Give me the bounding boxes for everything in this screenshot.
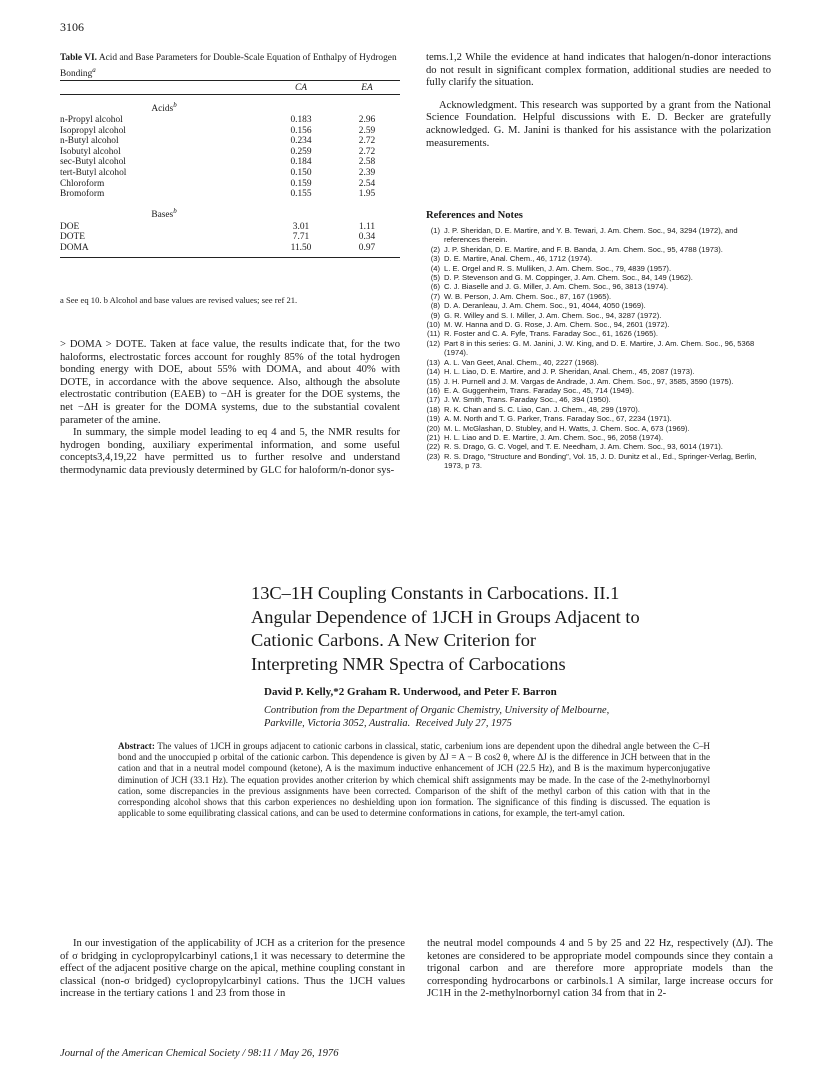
col-header-ca: CA	[295, 83, 307, 93]
reference-item	[426, 264, 771, 273]
acids-rows	[60, 115, 400, 200]
body-right-column	[427, 938, 773, 1001]
abstract-text: The values of 1JCH in groups adjacent to cationic carbons in classical, static, carbenium ions are dependent upon the dihedral angle between the C–H bond and the unoccupied p orbital of the cationic carbon. This dependence is given by ΔJ = A − B cos2 θ, where ΔJ is the difference in JCH between that in the cation and that in a neutral model compound (ketone), A is the maximum inductive enhancement of JCH (22.5 Hz), and B is the maximum hyperconjugative diminution of JCH (33.1 Hz). The equation provides another criterion by which chemical shift assignments may be made. In the case of the 2-methylnorbornyl cation, some discrepancies in the previous assignments have been corrected. Comparison of the shift of the methyl carbon of this cation with that in the corresponding alcohol shows that this carbon experiences no deshielding upon ion formation. The significance of this finding is discussed. The equation is applicable to some equilibrating classical cations, and can be used to determine conformations in cations, for example, the tert-amyl cation.	[118, 741, 710, 819]
reference-number: (21)	[426, 432, 440, 442]
col-header-ea: EA	[361, 83, 373, 93]
reference-number: (20)	[426, 423, 440, 433]
reference-text: Part 8 in this series: G. M. Janini, J. W. King, and D. E. Martire, J. Am. Chem. Soc., 96, 5368 (1974).	[444, 338, 755, 358]
reference-text: G. R. Willey and S. I. Miller, J. Am. Chem. Soc., 94, 3287 (1972).	[444, 310, 662, 320]
reference-text: M. W. Hanna and D. G. Rose, J. Am. Chem. Soc., 94, 2601 (1972).	[444, 320, 670, 330]
reference-item	[426, 377, 771, 386]
table-caption-sup: a	[92, 66, 96, 74]
cell-ea: 2.72	[358, 136, 376, 147]
cell-ea: 2.39	[358, 167, 376, 178]
reference-text: J. H. Purnell and J. M. Vargas de Andrade, J. Am. Chem. Soc., 97, 3585, 3590 (1975).	[444, 376, 734, 386]
body-left-text: In our investigation of the applicability of JCH as a criterion for the presence of σ bridging in cyclopropylcarbinyl cations,1 it was necessary to determine the effect of the adjacent positive charge on the apical, methine coupling constant in classical (non-σ bridged) cyclopropylcarbinyl cations. Thus the 1JCH values increase in the tertiary cations 1 and 23 from those in	[60, 938, 405, 1000]
cell-compound: n-Butyl alcohol	[60, 136, 119, 147]
reference-number: (12)	[426, 338, 440, 348]
article-title	[251, 582, 791, 676]
bases-header-label: Bases	[151, 209, 174, 220]
cell-ea: 2.59	[358, 125, 376, 136]
reference-item	[426, 442, 771, 451]
cell-ea: 2.72	[358, 146, 376, 157]
cell-compound: Bromoform	[60, 189, 105, 200]
reference-text: D. P. Stevenson and G. M. Coppinger, J. Am. Chem. Soc., 84, 149 (1962).	[444, 273, 693, 283]
reference-item	[426, 282, 771, 291]
authors: David P. Kelly,*2 Graham R. Underwood, and Peter F. Barron	[264, 686, 557, 698]
reference-number: (4)	[430, 263, 440, 273]
reference-text: R. S. Drago, G. C. Vogel, and T. E. Needham, J. Am. Chem. Soc., 93, 6014 (1971).	[444, 442, 723, 452]
reference-text: W. B. Person, J. Am. Chem. Soc., 87, 167 (1965).	[444, 291, 612, 301]
affiliation-line-1: Contribution from the Department of Organic Chemistry, University of Melbourne,	[264, 705, 610, 716]
reference-text: R. Foster and C. A. Fyfe, Trans. Faraday Soc., 61, 1626 (1965).	[444, 329, 658, 339]
received-date: Received July 27, 1975	[415, 718, 512, 729]
reference-number: (18)	[426, 404, 440, 414]
cell-ea: 2.54	[358, 178, 376, 189]
cell-ca: 11.50	[290, 242, 312, 253]
reference-item	[426, 424, 771, 433]
table-bottom-rule	[60, 257, 400, 258]
body-left-column	[60, 938, 405, 1001]
reference-number: (13)	[426, 357, 440, 367]
table-row	[60, 243, 400, 254]
reference-item	[426, 386, 771, 395]
reference-number: (17)	[426, 395, 440, 405]
cell-ca: 0.184	[290, 157, 312, 168]
reference-text: L. E. Orgel and R. S. Mulliken, J. Am. Chem. Soc., 79, 4839 (1957).	[444, 263, 672, 273]
journal-footer: Journal of the American Chemical Society / 98:11 / May 26, 1976	[60, 1048, 339, 1059]
cell-compound: Isopropyl alcohol	[60, 125, 126, 136]
title-line-2: Angular Dependence of 1JCH in Groups Adjacent to	[251, 606, 640, 627]
table-caption	[60, 52, 400, 80]
reference-number: (5)	[430, 273, 440, 283]
cell-compound: DOMA	[60, 242, 89, 253]
cell-compound: n-Propyl alcohol	[60, 115, 123, 125]
abstract-label: Abstract:	[118, 741, 155, 751]
acknowledgment-paragraph: Acknowledgment. This research was supported by a grant from the National Science Foundation. Helpful discussions with E. D. Becker are gratefully acknowledged. G. M. Janini is thanked for his assistance with the polarization measurements.	[426, 99, 771, 149]
table-row	[60, 232, 400, 243]
title-line-4: Interpreting NMR Spectra of Carbocations	[251, 653, 566, 674]
cell-ca: 0.155	[290, 189, 312, 200]
table-caption-label: Table VI.	[60, 53, 97, 63]
affiliation	[264, 704, 609, 730]
reference-item	[426, 273, 771, 282]
table-row	[60, 126, 400, 137]
references-list	[426, 226, 771, 471]
references-heading: References and Notes	[426, 210, 523, 221]
reference-number: (2)	[430, 244, 440, 254]
left-paragraph-1: > DOMA > DOTE. Taken at face value, the results indicate that, for the two haloforms, electrostatic forces account for roughly 85% of the total hydrogen bonding energy with DOE, about 55% with DOMA, and about 40% with DOTE, in accordance with the above sequence. Also, although the absolute electrostatic contribution (EAEB) to −ΔH is greater for the DOE systems, the net −ΔH is greater for the DOMA systems, due to the substantial covalent parameter of the amine.	[60, 339, 400, 426]
table-row	[60, 147, 400, 158]
reference-item	[426, 311, 771, 320]
table-row	[60, 179, 400, 190]
cell-compound: DOTE	[60, 232, 85, 243]
table-top-rule	[60, 80, 400, 81]
affiliation-line-2: Parkville, Victoria 3052, Australia.	[264, 718, 411, 729]
reference-text: J. P. Sheridan, D. E. Martire, and F. B. Banda, J. Am. Chem. Soc., 95, 4788 (1973).	[444, 244, 723, 254]
reference-text: R. K. Chan and S. C. Liao, Can. J. Chem., 48, 299 (1970).	[444, 404, 640, 414]
reference-number: (7)	[430, 291, 440, 301]
reference-text: J. P. Sheridan, D. E. Martire, and Y. B. Tewari, J. Am. Chem. Soc., 94, 3294 (1972), and references therein.	[444, 226, 738, 245]
reference-text: C. J. Biaselle and J. G. Miller, J. Am. Chem. Soc., 96, 3813 (1974).	[444, 282, 669, 292]
table-caption-text: Acid and Base Parameters for Double-Scale Equation of Enthalpy of Hydrogen Bonding	[60, 53, 397, 80]
cell-ca: 0.159	[290, 178, 312, 189]
cell-ca: 0.156	[290, 125, 312, 136]
reference-number: (16)	[426, 385, 440, 395]
reference-item	[426, 433, 771, 442]
reference-item	[426, 301, 771, 310]
reference-text: H. L. Liao, D. E. Martire, and J. P. Sheridan, Anal. Chem., 45, 2087 (1973).	[444, 367, 695, 377]
reference-number: (1)	[430, 226, 440, 235]
reference-text: A. L. Van Geet, Anal. Chem., 40, 2227 (1968).	[444, 357, 599, 367]
reference-text: D. A. Deranleau, J. Am. Chem. Soc., 91, 4044, 4050 (1969).	[444, 301, 646, 311]
reference-text: E. A. Guggenheim, Trans. Faraday Soc., 45, 714 (1949).	[444, 385, 634, 395]
page-number: 3106	[60, 20, 84, 34]
reference-item	[426, 395, 771, 404]
cell-ca: 3.01	[292, 221, 310, 232]
table-row	[60, 222, 400, 233]
reference-number: (19)	[426, 414, 440, 424]
reference-number: (11)	[427, 329, 440, 339]
reference-text: M. L. McGlashan, D. Stubley, and H. Watts, J. Chem. Soc. A, 673 (1969).	[444, 423, 690, 433]
cell-ca: 7.71	[292, 232, 310, 243]
table-row	[60, 157, 400, 168]
reference-text: J. W. Smith, Trans. Faraday Soc., 46, 394 (1950).	[444, 395, 611, 405]
cell-ca: 0.150	[290, 167, 312, 178]
reference-item	[426, 329, 771, 338]
reference-number: (6)	[430, 282, 440, 292]
cell-ca: 0.259	[290, 146, 312, 157]
table-footnote: a See eq 10. b Alcohol and base values are revised values; see ref 21.	[60, 295, 298, 305]
reference-number: (8)	[430, 301, 440, 311]
table-row	[60, 189, 400, 200]
table-row	[60, 115, 400, 126]
acids-header-sup: b	[173, 101, 177, 109]
acids-header-label: Acids	[151, 104, 174, 115]
reference-number: (15)	[426, 376, 440, 386]
cell-compound: Isobutyl alcohol	[60, 146, 121, 157]
reference-number: (10)	[426, 320, 440, 330]
reference-number: (14)	[426, 367, 440, 377]
cell-ea: 0.97	[358, 242, 376, 253]
cell-compound: DOE	[60, 221, 80, 232]
title-line-3: Cationic Carbons. A New Criterion for	[251, 630, 537, 650]
left-paragraph-2: In summary, the simple model leading to eq 4 and 5, the NMR results for hydrogen bonding, auxiliary experimental information, and some useful concepts3,4,19,22 have permitted us to further resolve and understand thermodynamic data previously determined by GLC for haloform/n-donor sys-	[60, 427, 400, 476]
reference-item	[426, 320, 771, 329]
cell-ea: 0.34	[358, 232, 376, 243]
reference-text: A. M. North and T. G. Parker, Trans. Faraday Soc., 67, 2234 (1971).	[444, 414, 672, 424]
left-column-text	[60, 339, 400, 478]
reference-number: (3)	[430, 254, 440, 264]
data-table	[60, 80, 400, 258]
right-paragraph-1: tems.1,2 While the evidence at hand indicates that halogen/n-donor interactions do not result in significant complex formation, additional studies are needed to fully clarify the situation.	[426, 52, 771, 89]
cell-compound: sec-Butyl alcohol	[60, 157, 126, 168]
cell-ea: 2.96	[358, 115, 376, 125]
reference-item	[426, 414, 771, 423]
reference-item	[426, 292, 771, 301]
bases-group-header	[60, 200, 400, 222]
table-row	[60, 136, 400, 147]
title-line-1: 13C–1H Coupling Constants in Carbocations. II.1	[251, 583, 620, 603]
bases-header-sup: b	[173, 206, 177, 215]
reference-number: (9)	[430, 310, 440, 320]
reference-item	[426, 339, 771, 358]
reference-item	[426, 452, 771, 471]
reference-item	[426, 367, 771, 376]
reference-item	[426, 226, 771, 245]
cell-compound: tert-Butyl alcohol	[60, 167, 127, 178]
cell-ca: 0.183	[290, 115, 312, 125]
table-header-row	[60, 82, 400, 94]
body-right-text: the neutral model compounds 4 and 5 by 25 and 22 Hz, respectively (ΔJ). The ketones are considered to be appropriate model compounds since they contain a trigonal carbon and are therefore more appropriate models than the corresponding hydrocarbons or carbinols.1 A similar, large increase occurs for JC1H in the 2-methylnorbornyl cation 34 from that in 2-	[427, 938, 773, 1000]
cell-compound: Chloroform	[60, 178, 105, 189]
reference-item	[426, 405, 771, 414]
reference-number: (23)	[426, 451, 440, 461]
cell-ea: 1.95	[358, 189, 376, 200]
reference-text: D. E. Martire, Anal. Chem., 46, 1712 (1974).	[444, 254, 593, 264]
acids-group-header	[60, 95, 400, 115]
bases-rows	[60, 222, 400, 254]
cell-ea: 1.11	[358, 221, 376, 232]
right-column-text	[426, 52, 771, 150]
reference-text: R. S. Drago, "Structure and Bonding", Vol. 15, J. D. Dunitz et al., Ed., Springer-Verlag, Berlin, 1973, p 73.	[444, 451, 757, 471]
reference-item	[426, 254, 771, 263]
cell-ca: 0.234	[290, 136, 312, 147]
cell-ea: 2.58	[358, 157, 376, 168]
reference-item	[426, 358, 771, 367]
table-row	[60, 168, 400, 179]
reference-number: (22)	[426, 442, 440, 452]
reference-item	[426, 245, 771, 254]
reference-text: H. L. Liao and D. E. Martire, J. Am. Chem. Soc., 96, 2058 (1974).	[444, 432, 664, 442]
abstract	[118, 741, 710, 819]
